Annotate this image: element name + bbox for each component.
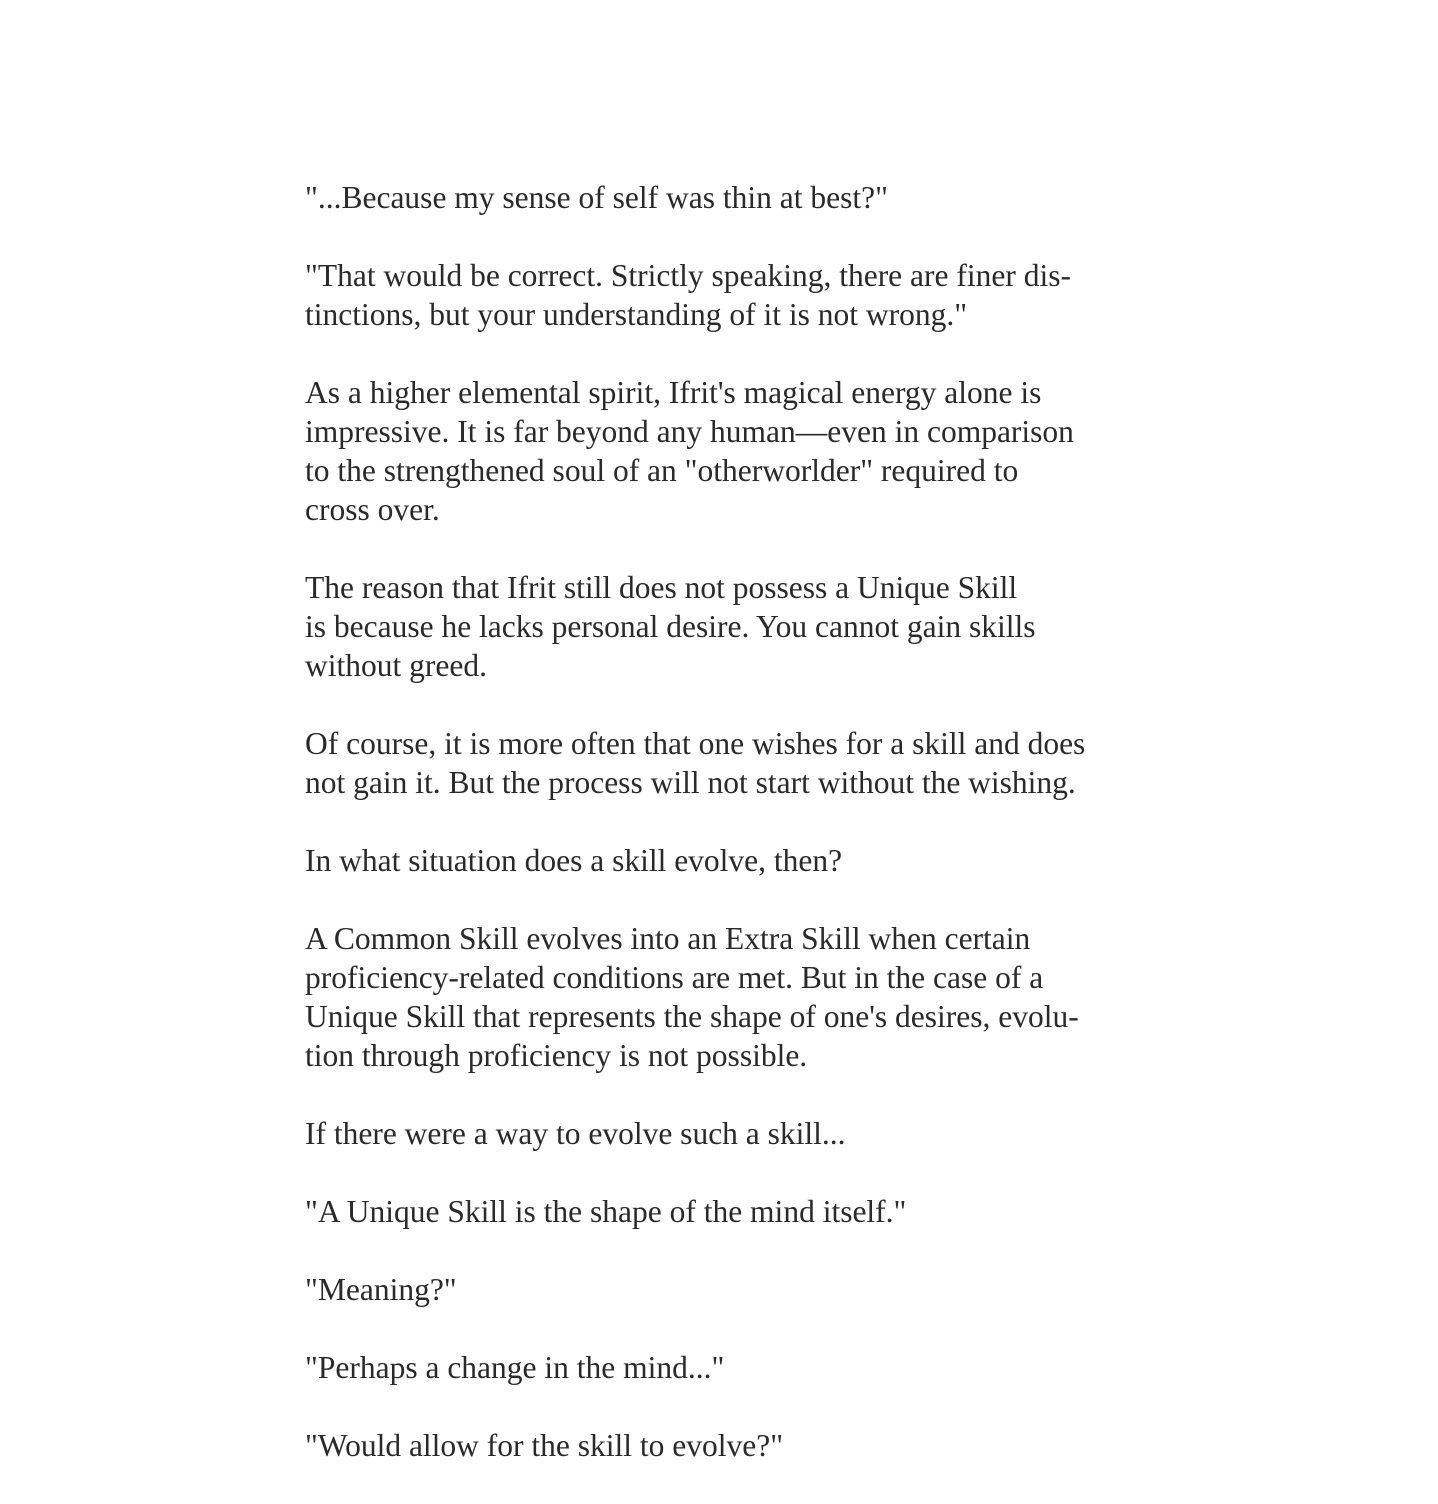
text-line: not gain it. But the process will not start without the wishing. [305, 765, 1076, 800]
paragraph-9 [305, 1192, 1175, 1231]
text-line: without greed. [305, 648, 487, 683]
text-line: tion through proficiency is not possible. [305, 1038, 808, 1073]
paragraph-3 [305, 373, 1175, 529]
paragraph-6 [305, 841, 1175, 880]
page-text [305, 178, 1175, 1504]
text-line: "...Because my sense of self was thin at best?" [305, 180, 888, 215]
text-line: A Common Skill evolves into an Extra Skill when certain [305, 921, 1031, 956]
text-line: The reason that Ifrit still does not possess a Unique Skill [305, 570, 1018, 605]
paragraph-4 [305, 568, 1175, 685]
text-line: "A Unique Skill is the shape of the mind itself." [305, 1194, 907, 1229]
paragraph-2 [305, 256, 1175, 334]
paragraph-5 [305, 724, 1175, 802]
paragraph-10 [305, 1270, 1175, 1309]
paragraph-8 [305, 1114, 1175, 1153]
text-line: "That would be correct. Strictly speaking, there are finer dis- [305, 258, 1071, 293]
paragraph-12 [305, 1426, 1175, 1465]
text-line: In what situation does a skill evolve, then? [305, 843, 843, 878]
text-line: Unique Skill that represents the shape of one's desires, evolu- [305, 999, 1079, 1034]
text-line: "Would allow for the skill to evolve?" [305, 1428, 784, 1463]
text-line: As a higher elemental spirit, Ifrit's magical energy alone is [305, 375, 1042, 410]
text-line: cross over. [305, 492, 440, 527]
text-line: "Meaning?" [305, 1272, 457, 1307]
paragraph-7 [305, 919, 1175, 1075]
text-line: If there were a way to evolve such a skill... [305, 1116, 846, 1151]
paragraph-11 [305, 1348, 1175, 1387]
text-line: to the strengthened soul of an "otherworlder" required to [305, 453, 1019, 488]
text-line: is because he lacks personal desire. You cannot gain skills [305, 609, 1036, 644]
text-line: "Perhaps a change in the mind..." [305, 1350, 725, 1385]
text-line: impressive. It is far beyond any human—even in comparison [305, 414, 1074, 449]
text-line: proficiency-related conditions are met. But in the case of a [305, 960, 1044, 995]
paragraph-1 [305, 178, 1175, 217]
text-line: tinctions, but your understanding of it is not wrong." [305, 297, 968, 332]
text-line: Of course, it is more often that one wishes for a skill and does [305, 726, 1086, 761]
